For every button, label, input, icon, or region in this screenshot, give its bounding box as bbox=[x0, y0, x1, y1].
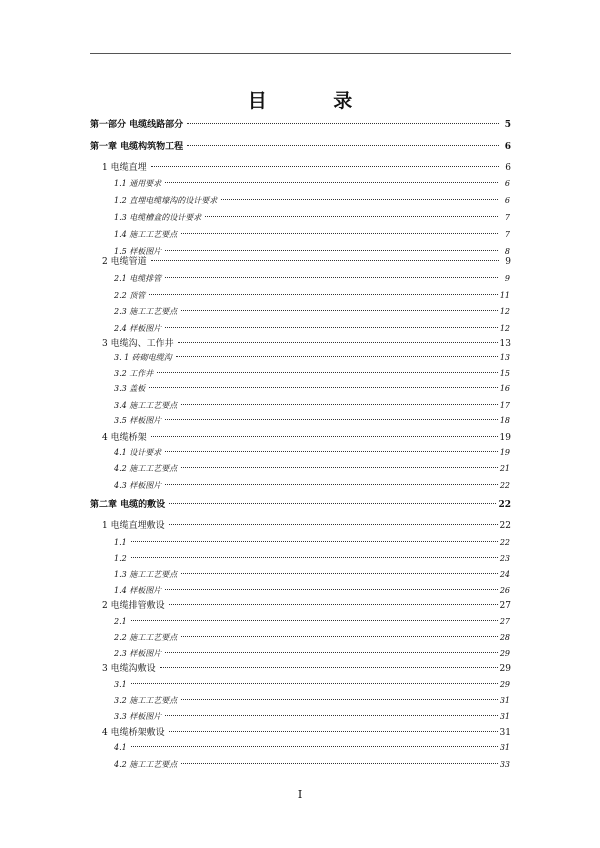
toc-entry[interactable] bbox=[114, 322, 510, 336]
toc-dot-leader bbox=[165, 419, 498, 420]
toc-entry-label: 2.2 顶管 bbox=[114, 291, 146, 300]
toc-entry[interactable] bbox=[114, 272, 510, 286]
toc-entry-page: 27 bbox=[499, 617, 510, 626]
toc-dot-leader bbox=[169, 731, 498, 732]
toc-entry-label: 1.2 bbox=[114, 554, 127, 563]
toc-dot-leader bbox=[181, 310, 498, 311]
toc-entry-page: 6 bbox=[505, 163, 511, 173]
toc-entry-page: 7 bbox=[504, 230, 510, 239]
toc-entry[interactable] bbox=[114, 479, 510, 493]
toc-dot-leader bbox=[157, 372, 498, 373]
toc-dot-leader bbox=[131, 541, 498, 542]
toc-entry-page: 8 bbox=[504, 247, 510, 256]
toc-entry[interactable] bbox=[114, 584, 510, 598]
toc-entry-label: 4 电缆桥架敷设 bbox=[102, 728, 165, 738]
toc-entry-label: 1.1 通用要求 bbox=[114, 179, 162, 188]
toc-entry-label: 第一部分 电缆线路部分 bbox=[90, 120, 184, 130]
toc-entry[interactable] bbox=[102, 726, 511, 740]
toc-entry[interactable] bbox=[114, 758, 510, 772]
toc-entry-label: 3.3 盖板 bbox=[114, 384, 146, 393]
toc-entry[interactable] bbox=[102, 431, 511, 445]
toc-entry-label: 1.1 bbox=[114, 538, 127, 547]
toc-entry-page: 29 bbox=[499, 649, 510, 658]
toc-entry[interactable] bbox=[114, 446, 510, 460]
toc-dot-leader bbox=[181, 763, 498, 764]
toc-dot-leader bbox=[131, 746, 498, 747]
toc-dot-leader bbox=[187, 123, 499, 124]
toc-entry[interactable] bbox=[90, 498, 511, 512]
toc-dot-leader bbox=[165, 589, 498, 590]
toc-entry[interactable] bbox=[114, 631, 510, 645]
toc-entry[interactable] bbox=[114, 678, 510, 692]
toc-dot-leader bbox=[165, 250, 498, 251]
toc-entry[interactable] bbox=[102, 161, 511, 175]
toc-entry-page: 31 bbox=[499, 696, 510, 705]
toc-entry[interactable] bbox=[90, 140, 511, 154]
toc-entry-page: 6 bbox=[504, 179, 510, 188]
toc-entry[interactable] bbox=[114, 177, 510, 191]
toc-entry-page: 16 bbox=[499, 384, 510, 393]
toc-entry-label: 4.3 样板图片 bbox=[114, 481, 162, 490]
toc-dot-leader bbox=[151, 166, 499, 167]
toc-entry-label: 4 电缆桥架 bbox=[102, 433, 147, 443]
toc-dot-leader bbox=[205, 216, 498, 217]
toc-entry-page: 9 bbox=[505, 257, 511, 267]
toc-dot-leader bbox=[221, 199, 498, 200]
toc-entry-page: 15 bbox=[499, 369, 510, 378]
toc-entry-page: 17 bbox=[499, 401, 510, 410]
toc-dot-leader bbox=[149, 387, 498, 388]
toc-dot-leader bbox=[169, 503, 496, 504]
toc-entry-label: 2.1 电缆排管 bbox=[114, 274, 162, 283]
footer-page-number: I bbox=[297, 788, 303, 801]
toc-entry[interactable] bbox=[102, 519, 511, 533]
toc-entry[interactable] bbox=[102, 599, 511, 613]
toc-dot-leader bbox=[160, 667, 498, 668]
toc-entry-page: 22 bbox=[498, 500, 511, 510]
toc-dot-leader bbox=[176, 356, 498, 357]
toc-dot-leader bbox=[181, 233, 498, 234]
toc-entry[interactable] bbox=[114, 228, 510, 242]
toc-entry[interactable] bbox=[114, 710, 510, 724]
toc-entry[interactable] bbox=[102, 255, 511, 269]
toc-dot-leader bbox=[165, 484, 498, 485]
toc-entry-page: 31 bbox=[499, 743, 510, 752]
toc-entry-label: 1 电缆直埋 bbox=[102, 163, 147, 173]
toc-entry-label: 3.2 施工工艺要点 bbox=[114, 696, 178, 705]
toc-entry-page: 6 bbox=[504, 196, 510, 205]
toc-entry[interactable] bbox=[114, 741, 510, 755]
toc-entry-page: 29 bbox=[499, 680, 510, 689]
toc-entry[interactable] bbox=[114, 536, 510, 550]
toc-entry-page: 5 bbox=[504, 120, 511, 130]
toc-entry-page: 26 bbox=[499, 586, 510, 595]
toc-entry-page: 11 bbox=[499, 291, 510, 300]
toc-dot-leader bbox=[165, 715, 498, 716]
toc-dot-leader bbox=[165, 277, 498, 278]
toc-entry-label: 1 电缆直埋敷设 bbox=[102, 521, 165, 531]
toc-entry-label: 第二章 电缆的敷设 bbox=[90, 500, 166, 510]
toc-entry-page: 33 bbox=[499, 760, 510, 769]
toc-entry-page: 21 bbox=[499, 464, 510, 473]
toc-entry[interactable] bbox=[114, 194, 510, 208]
toc-entry-label: 3 电缆沟敷设 bbox=[102, 664, 156, 674]
toc-entry-page: 31 bbox=[499, 712, 510, 721]
toc-entry-page: 12 bbox=[499, 307, 510, 316]
toc-dot-leader bbox=[149, 294, 498, 295]
page-title: 目 录 bbox=[247, 90, 383, 112]
toc-entry[interactable] bbox=[90, 118, 511, 132]
toc-entry-page: 13 bbox=[499, 353, 510, 362]
toc-entry-label: 2.4 样板图片 bbox=[114, 324, 162, 333]
toc-entry-page: 31 bbox=[499, 728, 511, 738]
toc-entry-page: 22 bbox=[499, 538, 510, 547]
toc-dot-leader bbox=[165, 652, 498, 653]
toc-dot-leader bbox=[169, 524, 498, 525]
toc-entry-label: 3.4 施工工艺要点 bbox=[114, 401, 178, 410]
toc-dot-leader bbox=[187, 145, 499, 146]
toc-entry-label: 1.3 电缆槽盒的设计要求 bbox=[114, 213, 202, 222]
toc-entry-label: 3.5 样板图片 bbox=[114, 416, 162, 425]
toc-entry[interactable] bbox=[114, 289, 510, 303]
toc-entry-label: 2 电缆排管敷设 bbox=[102, 601, 165, 611]
toc-entry[interactable] bbox=[114, 399, 510, 413]
toc-entry[interactable] bbox=[114, 615, 510, 629]
toc-entry-page: 19 bbox=[499, 433, 511, 443]
toc-dot-leader bbox=[181, 636, 498, 637]
toc-entry-page: 29 bbox=[499, 664, 511, 674]
toc-entry[interactable] bbox=[114, 351, 510, 365]
toc-entry-label: 4.1 设计要求 bbox=[114, 448, 162, 457]
toc-entry-label: 2.2 施工工艺要点 bbox=[114, 633, 178, 642]
toc-entry-page: 9 bbox=[504, 274, 510, 283]
toc-entry-label: 1.4 样板图片 bbox=[114, 586, 162, 595]
toc-entry-page: 7 bbox=[504, 213, 510, 222]
toc-entry[interactable] bbox=[114, 382, 510, 396]
header-rule bbox=[90, 53, 511, 54]
toc-entry-label: 1.4 施工工艺要点 bbox=[114, 230, 178, 239]
toc-entry[interactable] bbox=[114, 568, 510, 582]
toc-entry-page: 18 bbox=[499, 416, 510, 425]
toc-entry[interactable] bbox=[114, 211, 510, 225]
toc-entry[interactable] bbox=[114, 305, 510, 319]
toc-entry-page: 13 bbox=[499, 339, 511, 349]
toc-entry-label: 第一章 电缆构筑物工程 bbox=[90, 142, 184, 152]
toc-entry-page: 22 bbox=[499, 481, 510, 490]
toc-entry[interactable] bbox=[102, 662, 511, 676]
toc-entry[interactable] bbox=[114, 552, 510, 566]
toc-entry-label: 3.2 工作井 bbox=[114, 369, 154, 378]
toc-entry-label: 1.2 直埋电缆壕沟的设计要求 bbox=[114, 196, 218, 205]
toc-entry-label: 3 电缆沟、工作井 bbox=[102, 339, 174, 349]
toc-entry-label: 4.1 bbox=[114, 743, 127, 752]
toc-dot-leader bbox=[181, 573, 498, 574]
toc-entry-label: 4.2 施工工艺要点 bbox=[114, 760, 178, 769]
toc-entry-page: 28 bbox=[499, 633, 510, 642]
toc-entry[interactable] bbox=[102, 337, 511, 351]
toc-entry-page: 27 bbox=[499, 601, 511, 611]
toc-dot-leader bbox=[178, 342, 498, 343]
toc-dot-leader bbox=[181, 467, 498, 468]
toc-entry-label: 2.3 施工工艺要点 bbox=[114, 307, 178, 316]
toc-dot-leader bbox=[131, 620, 498, 621]
toc-entry-label: 3. 1 砖砌电缆沟 bbox=[114, 353, 172, 362]
toc-dot-leader bbox=[181, 699, 498, 700]
toc-entry-label: 1.3 施工工艺要点 bbox=[114, 570, 178, 579]
toc-dot-leader bbox=[169, 604, 498, 605]
toc-entry[interactable] bbox=[114, 414, 510, 428]
toc-dot-leader bbox=[151, 436, 498, 437]
toc-entry[interactable] bbox=[114, 647, 510, 661]
toc-entry[interactable] bbox=[114, 694, 510, 708]
toc-entry[interactable] bbox=[114, 367, 510, 381]
toc-entry-label: 2 电缆管道 bbox=[102, 257, 147, 267]
toc-entry-label: 4.2 施工工艺要点 bbox=[114, 464, 178, 473]
toc-dot-leader bbox=[151, 260, 499, 261]
toc-dot-leader bbox=[181, 404, 498, 405]
toc-dot-leader bbox=[165, 327, 498, 328]
toc-entry-page: 24 bbox=[499, 570, 510, 579]
toc-dot-leader bbox=[165, 451, 498, 452]
toc-entry-page: 12 bbox=[499, 324, 510, 333]
toc-entry-page: 6 bbox=[504, 142, 511, 152]
toc-entry-page: 23 bbox=[499, 554, 510, 563]
toc-entry-page: 19 bbox=[499, 448, 510, 457]
toc-entry-label: 2.3 样板图片 bbox=[114, 649, 162, 658]
toc-dot-leader bbox=[131, 683, 498, 684]
toc-entry-label: 1.5 样板图片 bbox=[114, 247, 162, 256]
toc-entry-label: 3.1 bbox=[114, 680, 127, 689]
toc-dot-leader bbox=[165, 182, 498, 183]
toc-entry-label: 3.3 样板图片 bbox=[114, 712, 162, 721]
toc-dot-leader bbox=[131, 557, 498, 558]
toc-entry[interactable] bbox=[114, 462, 510, 476]
toc-entry-page: 22 bbox=[499, 521, 511, 531]
toc-entry-label: 2.1 bbox=[114, 617, 127, 626]
